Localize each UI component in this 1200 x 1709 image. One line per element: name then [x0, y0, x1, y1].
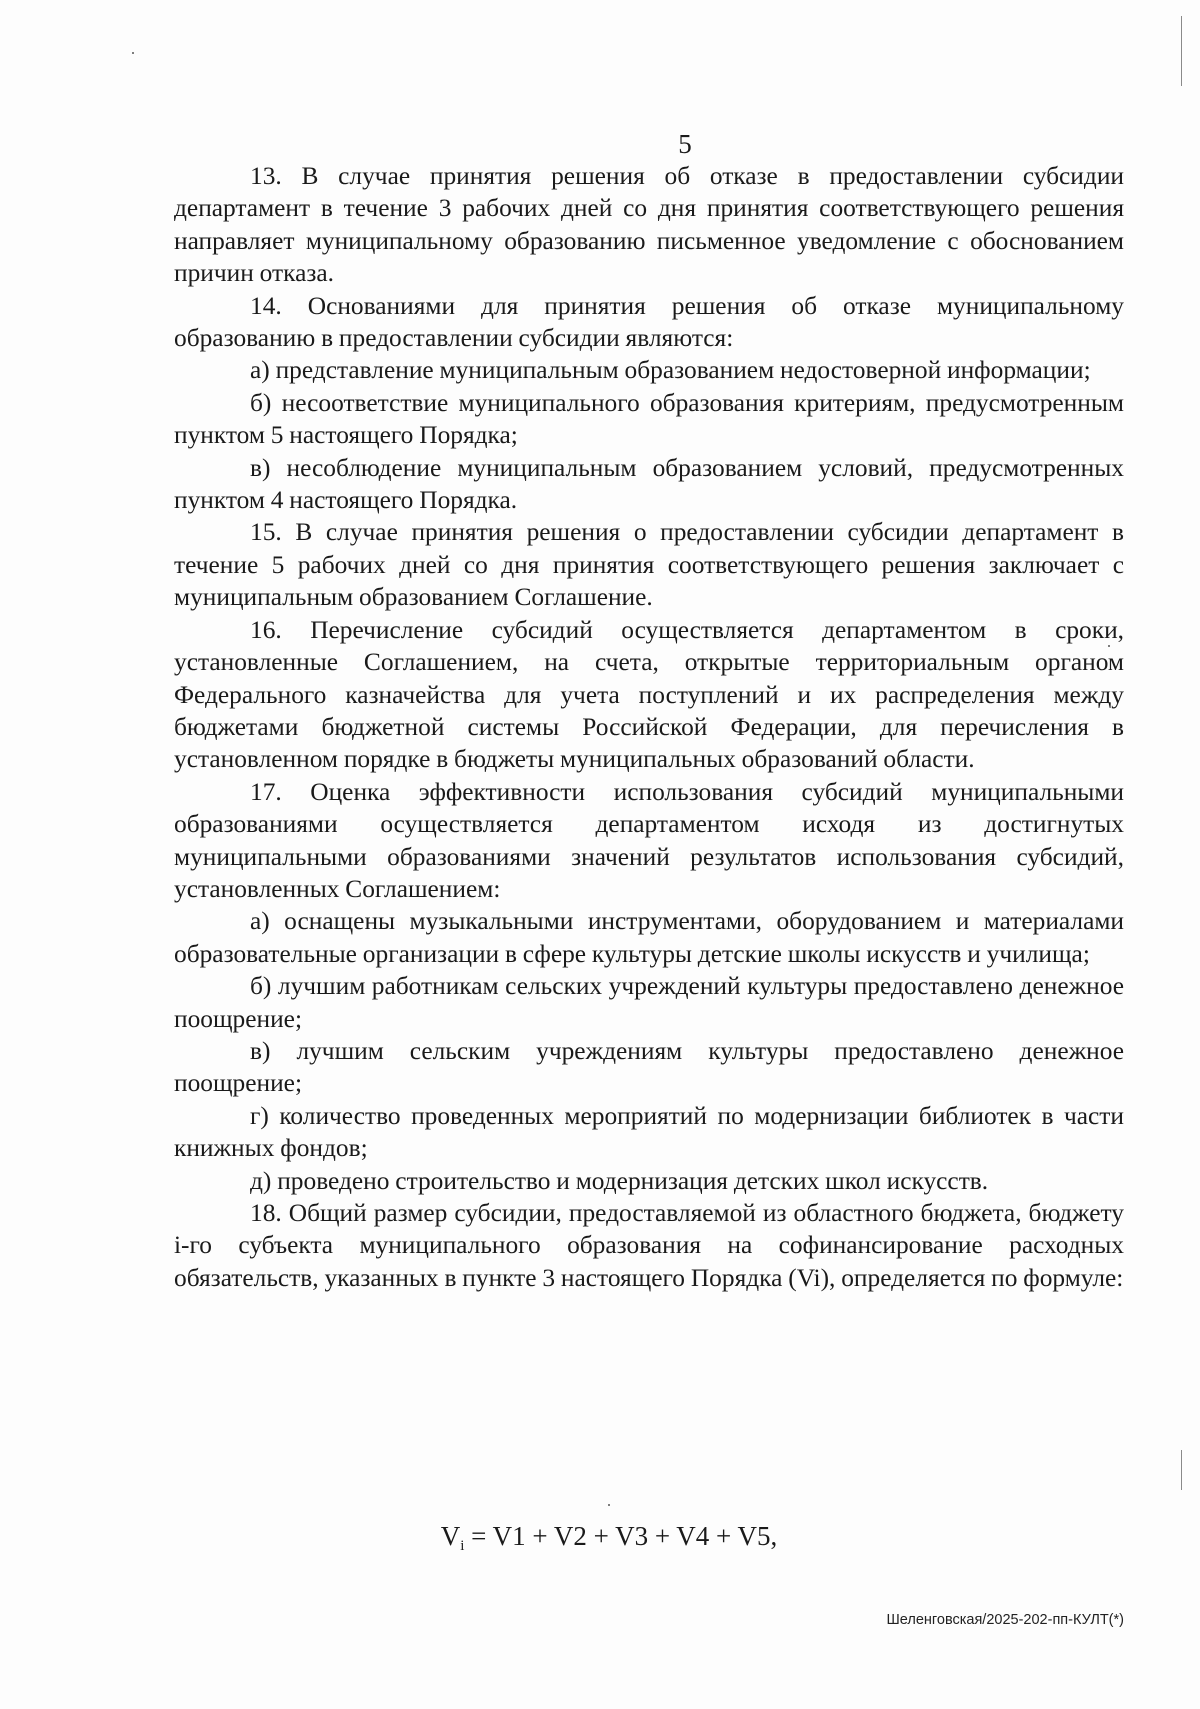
- scan-edge-mark: [1181, 1450, 1182, 1490]
- page-number: 5: [678, 129, 692, 159]
- scan-edge-mark: [1181, 16, 1182, 86]
- paragraph-13: 13. В случае принятия решения об отказе в предоставлении субсидии департамент в течение 3 рабочих дней со дня принятия соответствующего решения направляет муниципальному образованию письменное уведомление с обоснованием причин отказа.: [174, 162, 1124, 288]
- formula-rhs: = V1 + V2 + V3 + V4 + V5,: [464, 1521, 778, 1551]
- document-footer-code: Шеленговская/2025-202-пп-КУЛТ(*): [886, 1612, 1124, 1628]
- paragraph-14-a: а) представление муниципальным образованием недостоверной информации;: [250, 356, 1091, 385]
- paragraph-17-b: б) лучшим работникам сельских учреждений культуры предоставлено денежное поощрение;: [174, 972, 1124, 1033]
- paragraph-15: 15. В случае принятия решения о предоставлении субсидии департамент в течение 5 рабочих дней со дня принятия соответствующего решения заключает с муниципальным образованием Соглашение.: [174, 518, 1124, 612]
- formula-lhs: V: [440, 1521, 461, 1551]
- paragraph-16: 16. Перечисление субсидий осуществляется департаментом в сроки, установленные Соглашением, на счета, открытые территориальным органом Федерального казначейства для учета поступлений и их распределения между бюджетами бюджетной системы Российской Федерации, для перечисления в установленном порядке в бюджеты муниципальных образований области.: [174, 615, 1124, 774]
- document-body: [174, 160, 1124, 1294]
- paragraph-18: 18. Общий размер субсидии, предоставляемой из областного бюджета, бюджету i-го субъекта муниципального образования на софинансирование расходных обязательств, указанных в пункте 3 настоящего Порядка (Vi), определяется по формуле:: [174, 1199, 1124, 1292]
- paragraph-17-d: д) проведено строительство и модернизация детских школ искусств.: [250, 1166, 989, 1195]
- paragraph-17: 17. Оценка эффективности использования субсидий муниципальными образованиями осуществляется департаментом исходя из достигнутых муниципальными образованиями значений результатов использования субсидий, установленных Соглашением:: [174, 777, 1124, 903]
- scan-speck: [608, 1504, 610, 1506]
- paragraph-14-v: в) несоблюдение муниципальным образованием условий, предусмотренных пунктом 4 настоящего Порядка.: [174, 453, 1124, 515]
- paragraph-14-b: б) несоответствие муниципального образования критериям, предусмотренным пунктом 5 настоящего Порядка;: [174, 388, 1124, 450]
- paragraph-14: 14. Основаниями для принятия решения об отказе муниципальному образованию в предоставлении субсидии являются:: [174, 291, 1124, 353]
- paragraph-17-a: а) оснащены музыкальными инструментами, оборудованием и материалами образовательные организации в сфере культуры детские школы искусств и училища;: [174, 907, 1124, 968]
- formula: [0, 1520, 1200, 1562]
- paragraph-17-g: г) количество проведенных мероприятий по модернизации библиотек в части книжных фондов;: [174, 1101, 1124, 1163]
- formula-subscript: i: [460, 1538, 465, 1554]
- scan-speck: [132, 52, 134, 54]
- paragraph-17-v: в) лучшим сельским учреждениям культуры предоставлено денежное поощрение;: [174, 1036, 1124, 1098]
